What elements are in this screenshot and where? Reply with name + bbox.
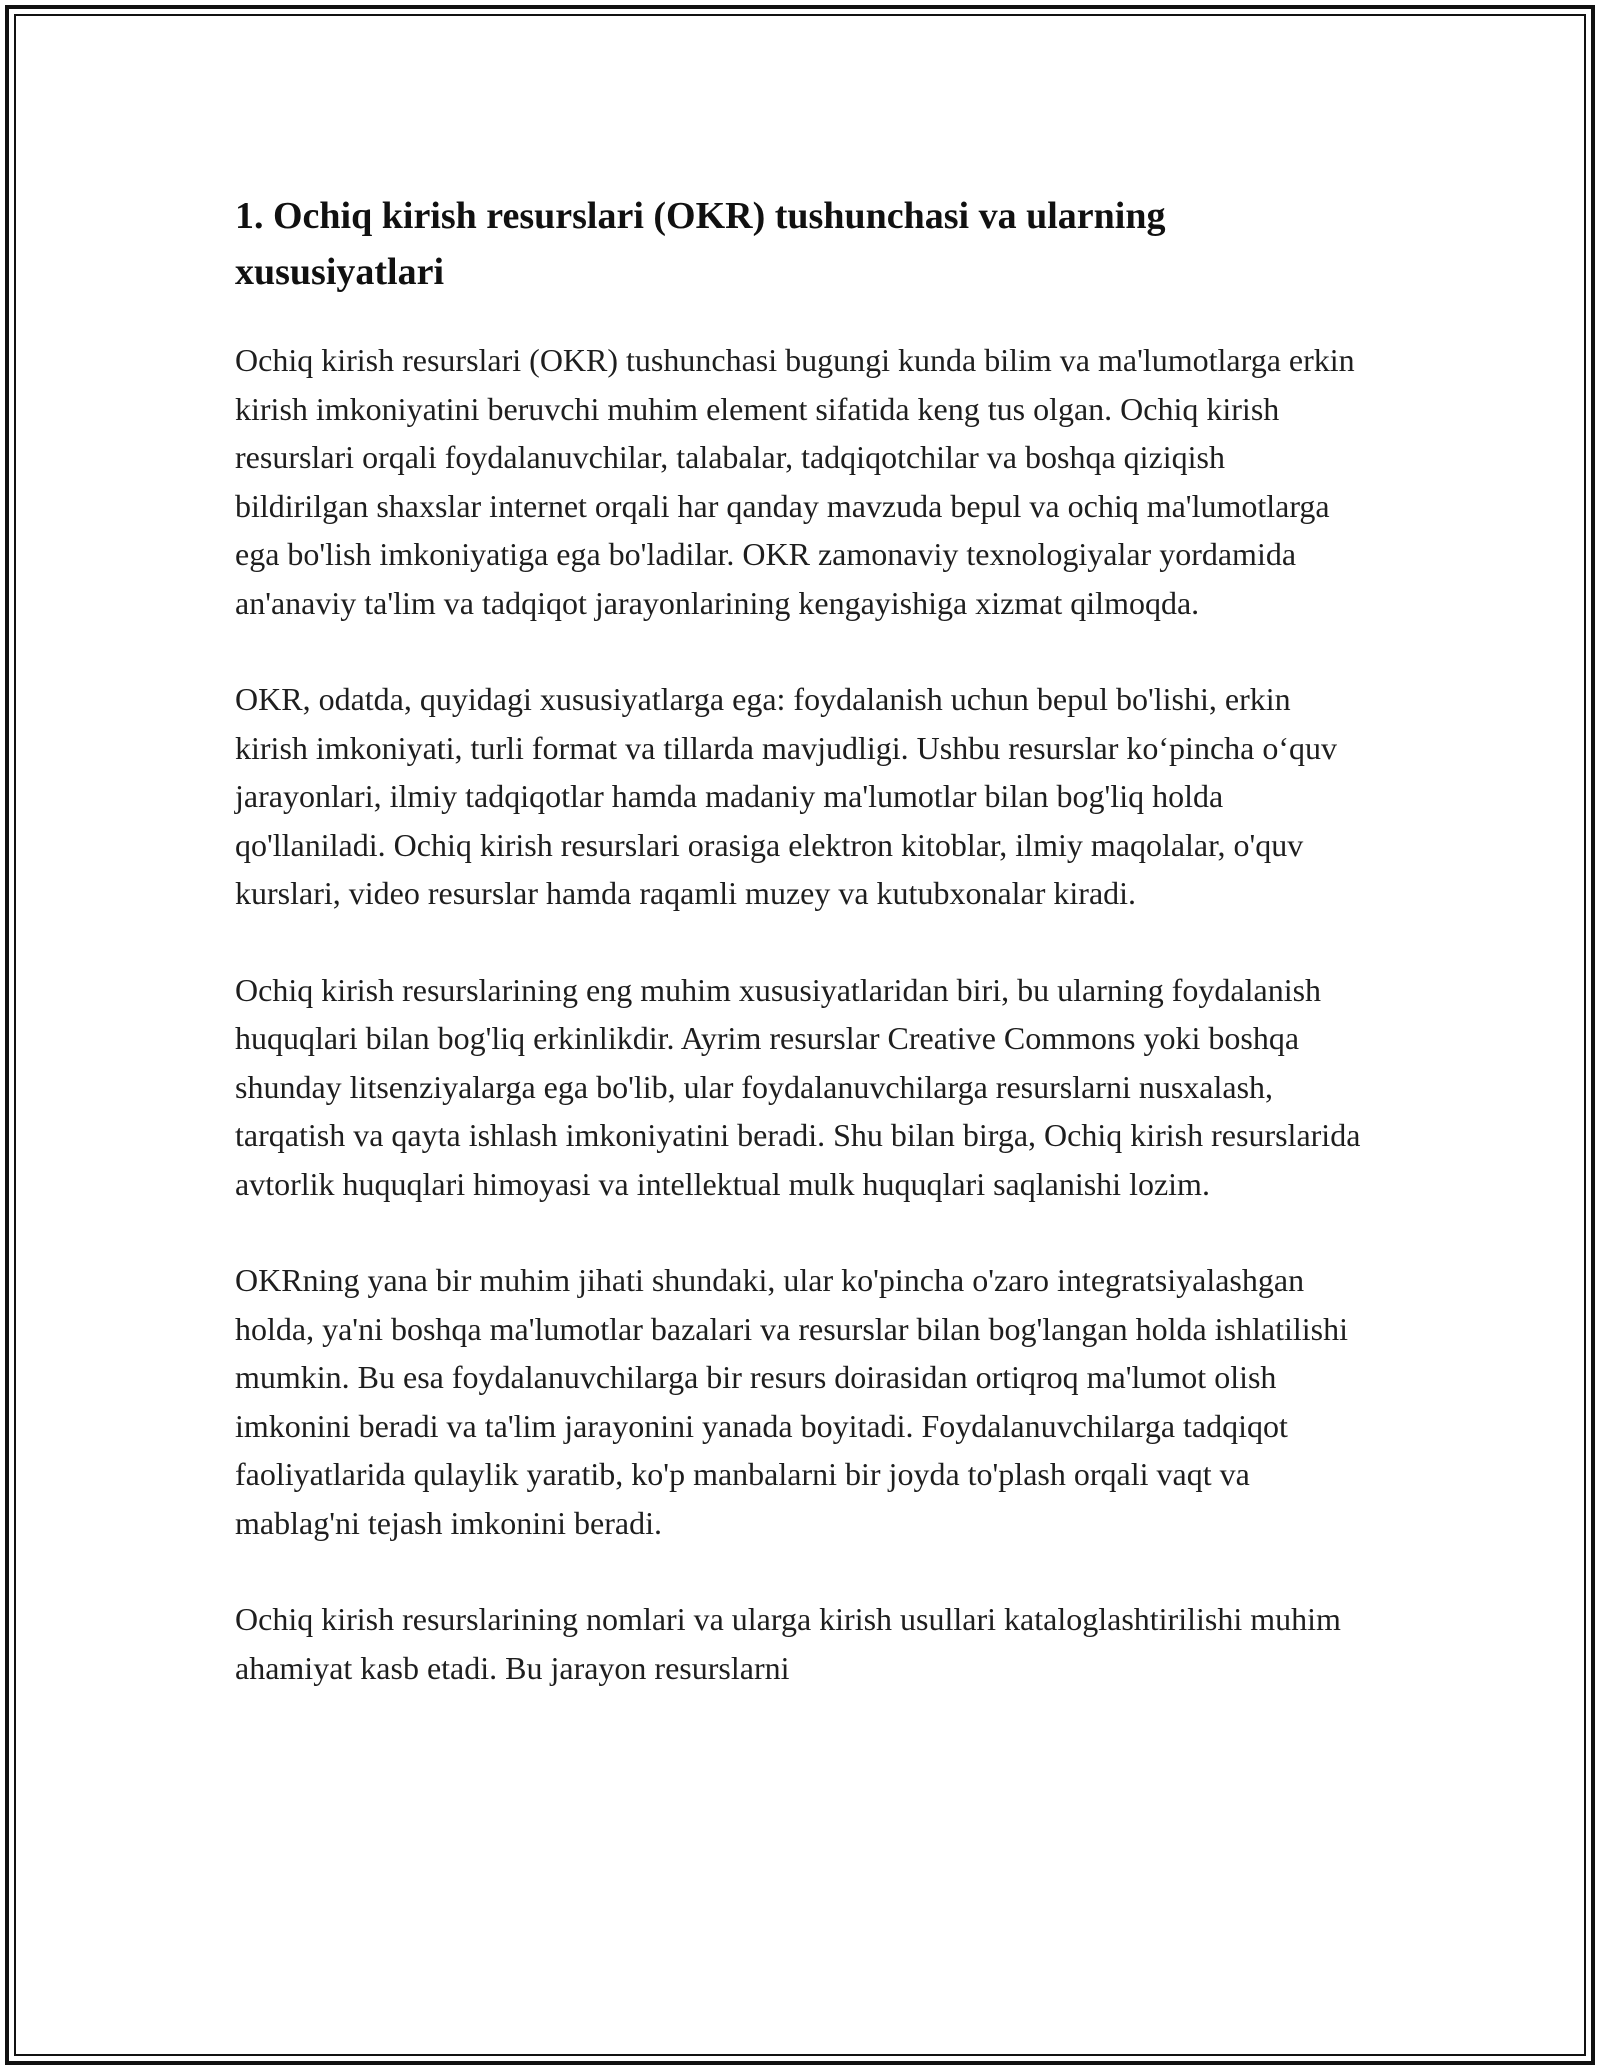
paragraph-4: OKRning yana bir muhim jihati shundaki, ular ko'pincha o'zaro integratsiyalashgan holda, ya'ni boshqa ma'lumotlar bazalari va resurslar bilan bog'langan holda ishlatilishi mumkin. Bu esa foydalanuvchilarga bir resurs doirasidan ortiqroq ma'lumot olish imkonini beradi va ta'lim jarayonini yanada boyitadi. Foydalanuvchilarga tadqiqot faoliyatlarida qulaylik yaratib, ko'p manbalarni bir joyda to'plash orqali vaqt va mablag'ni tejash imkonini beradi. xyxy=(235,1262,1348,1541)
paragraph-3: Ochiq kirish resurslarining eng muhim xususiyatlaridan biri, bu ularning foydalanish huquqlari bilan bog'liq erkinlikdir. Ayrim resurslar Creative Commons yoki boshqa shunday litsenziyalarga ega bo'lib, ular foydalanuvchilarga resurslarni nusxalash, tarqatish va qayta ishlash imkoniyatini beradi. Shu bilan birga, Ochiq kirish resurslarida avtorlik huquqlari himoyasi va intellektual mulk huquqlari saqlanishi lozim. xyxy=(235,971,1361,1202)
document-body xyxy=(235,188,1365,1740)
paragraph-5: Ochiq kirish resurslarining nomlari va ularga kirish usullari kataloglashtirilishi muhim ahamiyat kasb etadi. Bu jarayon resurslarni xyxy=(235,1601,1341,1686)
paragraph-1: Ochiq kirish resurslari (OKR) tushunchasi bugungi kunda bilim va ma'lumotlarga erkin kirish imkoniyatini beruvchi muhim element sifatida keng tus olgan. Ochiq kirish resurslari orqali foydalanuvchilar, talabalar, tadqiqotchilar va boshqa qiziqish bildirilgan shaxslar internet orqali har qanday mavzuda bepul va ochiq ma'lumotlarga ega bo'lish imkoniyatiga ega bo'ladilar. OKR zamonaviy texnologiyalar yordamida an'anaviy ta'lim va tadqiqot jarayonlarining kengayishiga xizmat qilmoqda. xyxy=(235,342,1355,621)
paragraph-2: OKR, odatda, quyidagi xususiyatlarga ega: foydalanish uchun bepul bo'lishi, erkin kirish imkoniyati, turli format va tillarda mavjudligi. Ushbu resurslar ko‘pincha o‘quv jarayonlari, ilmiy tadqiqotlar hamda madaniy ma'lumotlar bilan bog'liq holda qo'llaniladi. Ochiq kirish resurslari orasiga elektron kitoblar, ilmiy maqolalar, o'quv kurslari, video resurslar hamda raqamli muzey va kutubxonalar kiradi. xyxy=(235,681,1337,911)
page-title: 1. Ochiq kirish resurslari (OKR) tushunchasi va ularning xususiyatlari xyxy=(235,195,1166,293)
